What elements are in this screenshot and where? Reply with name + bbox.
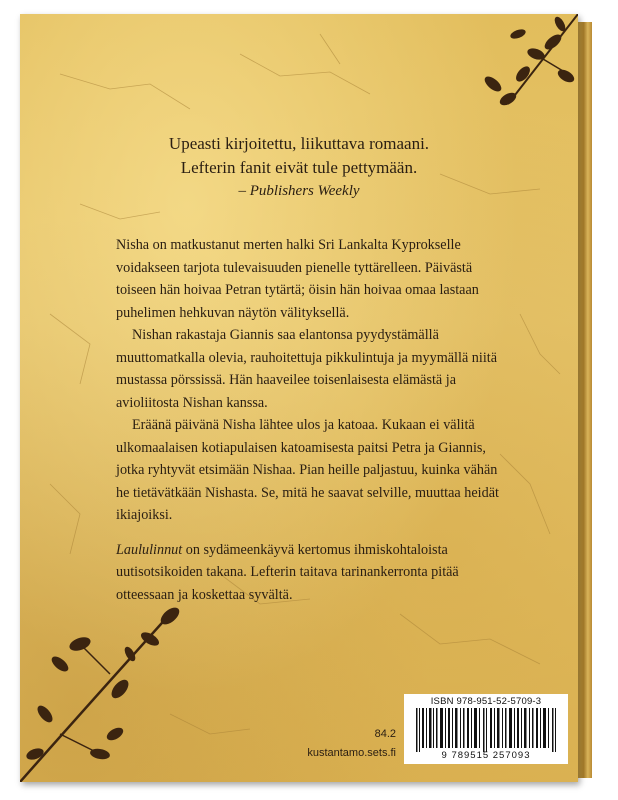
barcode-number: 9 789515 257093 xyxy=(441,750,531,761)
publisher-website: kustantamo.sets.fi xyxy=(307,747,396,759)
blurb-paragraph-4-text: on sydämeenkäyvä kertomus ihmiskohtaloista uutisotsikoiden takana. Lefterin taitava tarinankerronta pitää otteessaan ja koskettaa syvältä. xyxy=(116,541,459,603)
classification-code: 84.2 xyxy=(374,728,396,740)
blurb-paragraph-1: Nisha on matkustanut merten halki Sri Lankalta Kyprokselle voidakseen tarjota tulevaisuuden pienelle tyttärelleen. Päivästä toiseen hän hoivaa Petran tytärtä; öisin hän hoivaa omaa lastaan puhelimen hehkuvan näytön välityksellä. xyxy=(116,237,479,321)
isbn-label: ISBN 978-951-52-5709-3 xyxy=(430,696,542,707)
book-title: Laululinnut xyxy=(116,541,183,558)
leaf-decoration-bottom-left xyxy=(20,594,190,782)
blurb-paragraph-3: Eräänä päivänä Nisha lähtee ulos ja katoaa. Kukaan ei välitä ulkomaalaisen kotiapulaisen katoamisesta paitsi Petra ja Giannis, jotka ryhtyvät etsimään Nishaa. Pian heille paljastuu, kuinka vähän he tietävätkään Nishasta. Se, mitä he saavat selville, muuttaa heidät ikiajoiksi. xyxy=(116,417,499,523)
leaf-decoration-top-right xyxy=(448,14,578,124)
quote-source: – Publishers Weekly xyxy=(238,183,360,199)
quote-line-1: Upeasti kirjoitettu, liikuttava romaani. xyxy=(168,134,430,153)
book-spine-edge xyxy=(578,22,592,778)
blurb-text xyxy=(116,234,508,606)
barcode-panel xyxy=(404,694,568,764)
barcode-image xyxy=(412,708,562,752)
blurb-paragraph-4 xyxy=(116,539,508,607)
book-back-cover xyxy=(20,14,578,782)
quote-line-2: Lefterin fanit eivät tule pettymään. xyxy=(180,158,418,177)
blurb-paragraph-2: Nishan rakastaja Giannis saa elantonsa pyydystämällä muuttomatkalla olevia, rauhoitettuja pikkulintuja ja myymällä niitä mustassa pörssissä. Hän haaveilee toisenlaisesta elämästä ja avioliitosta Nishan kanssa. xyxy=(116,327,497,411)
review-quote xyxy=(20,132,578,202)
